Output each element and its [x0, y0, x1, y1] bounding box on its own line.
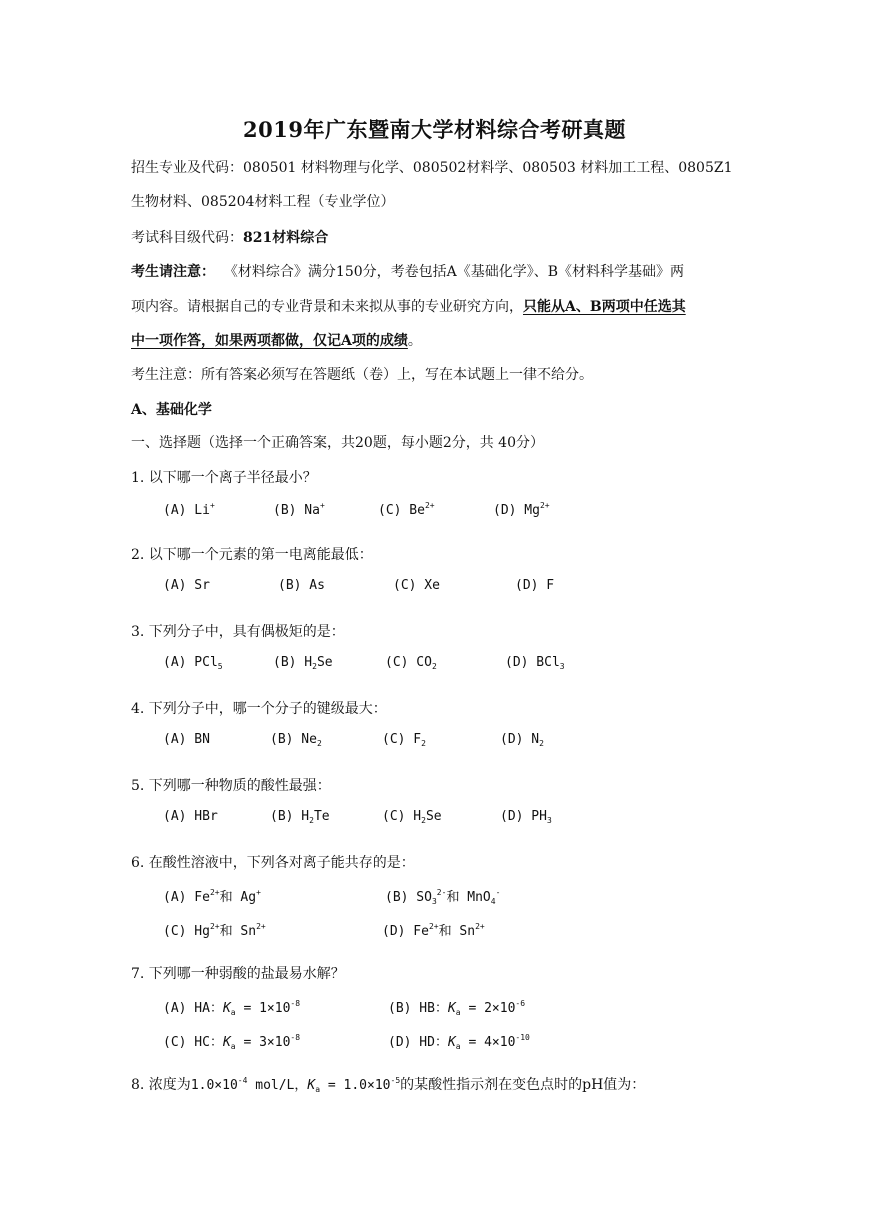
notice-label: 考生请注意：: [131, 264, 215, 280]
q3-option-d: (D) BCl$_3$: [505, 655, 565, 671]
question-8: 8. 浓度为$1.0\times 10^{-4}$ mol/L，$K_a = 1.0\times 10^{-5}$的某酸性指示剂在变色点时的pH值为：: [131, 1076, 646, 1094]
notice-text-2b: 只能从A、B两项中任选其: [523, 299, 686, 315]
q1-option-a: (A) Li+: [163, 501, 215, 518]
notice-text-3b: 。: [407, 333, 422, 349]
notice-text-3a: 中一项作答，如果两项都做，仅记A项的成绩: [131, 333, 408, 349]
question-4: 4. 下列分子中，哪一个分子的键级最大：: [131, 701, 387, 717]
notice-line-1: [131, 261, 684, 281]
q5-option-d: (D) $PH_3$: [500, 809, 552, 825]
question-3: 3. 下列分子中，具有偶极矩的是：: [131, 624, 345, 640]
subject-value: 821材料综合: [243, 230, 329, 246]
question-7: 7. 下列哪一种弱酸的盐最易水解？: [131, 966, 345, 982]
q6-option-b: (B) $SO_3^{2-}$和 MnO$_4$-: [385, 888, 501, 906]
question-6: 6. 在酸性溶液中，下列各对离子能共存的是：: [131, 855, 415, 871]
question-5: 5. 下列哪一种物质的酸性最强：: [131, 778, 331, 794]
q3-option-a: (A) PCl$_5$: [163, 655, 223, 671]
q6-option-d: (D) $Fe^{2+}$和 $Sn^{2+}$: [382, 922, 485, 939]
subject-label: 考试科目级代码：: [131, 230, 243, 246]
subject-line: [131, 227, 328, 247]
q7-option-c: (C) HC：$K_a = 3\times 10^{-8}$: [163, 1033, 301, 1051]
q3-option-b: (B) $H_2Se$: [273, 655, 333, 671]
q7-option-a: (A) HA：$K_a = 1\times 10^{-8}$: [163, 999, 301, 1017]
q4-option-a: (A) BN: [163, 732, 210, 747]
q7-option-d: (D) HD：$K_a = 4\times 10^{-10}$: [388, 1033, 530, 1051]
q7-option-b: (B) HB：$K_a = 2\times 10^{-6}$: [388, 999, 526, 1017]
q5-option-c: (C) $H_2Se$: [382, 809, 442, 825]
major-line-1: 招生专业及代码：080501 材料物理与化学、080502材料学、080503 材料加工工程、0805Z1: [131, 160, 733, 176]
question-2: 2. 以下哪一个元素的第一电离能最低：: [131, 547, 373, 563]
q1-option-d: (D) $Mg^{2+}$: [493, 501, 550, 518]
question-1: 1. 以下哪一个离子半径最小？: [131, 470, 317, 486]
q5-option-b: (B) $H_2Te$: [270, 809, 330, 825]
q1-option-b: (B) Na+: [273, 501, 325, 518]
section-a-heading: A、基础化学: [131, 402, 212, 418]
q2-option-b: (B) As: [278, 578, 325, 593]
q6-option-a: (A) $Fe^{2+}$和 Ag+: [163, 888, 261, 905]
q2-option-c: (C) Xe: [393, 578, 440, 593]
part-one-heading: 一、选择题（选择一个正确答案，共20题，每小题2分，共 40分）: [131, 435, 544, 451]
page-title: 2019年广东暨南大学材料综合考研真题: [243, 117, 626, 142]
answer-notice: 考生注意：所有答案必须写在答题纸（卷）上，写在本试题上一律不给分。: [131, 367, 593, 383]
q3-option-c: (C) $CO_2$: [385, 655, 437, 671]
q1-option-c: (C) $Be^{2+}$: [378, 501, 435, 518]
q4-option-d: (D) $N_2$: [500, 732, 544, 748]
notice-line-3: [131, 330, 422, 350]
major-line-2: 生物材料、085204材料工程（专业学位）: [131, 194, 395, 210]
notice-line-2: [131, 296, 686, 316]
q2-option-d: (D) F: [515, 578, 555, 593]
q4-option-c: (C) $F_2$: [382, 732, 426, 748]
q5-option-a: (A) HBr: [163, 809, 218, 824]
q2-option-a: (A) Sr: [163, 578, 210, 593]
q6-option-c: (C) $Hg^{2+}$和 $Sn^{2+}$: [163, 922, 266, 939]
notice-text-1: 《材料综合》满分150分，考卷包括A《基础化学》、B《材料科学基础》两: [223, 264, 685, 280]
q4-option-b: (B) $Ne_2$: [270, 732, 322, 748]
notice-text-2a: 项内容。请根据自己的专业背景和未来拟从事的专业研究方向，: [131, 299, 523, 315]
